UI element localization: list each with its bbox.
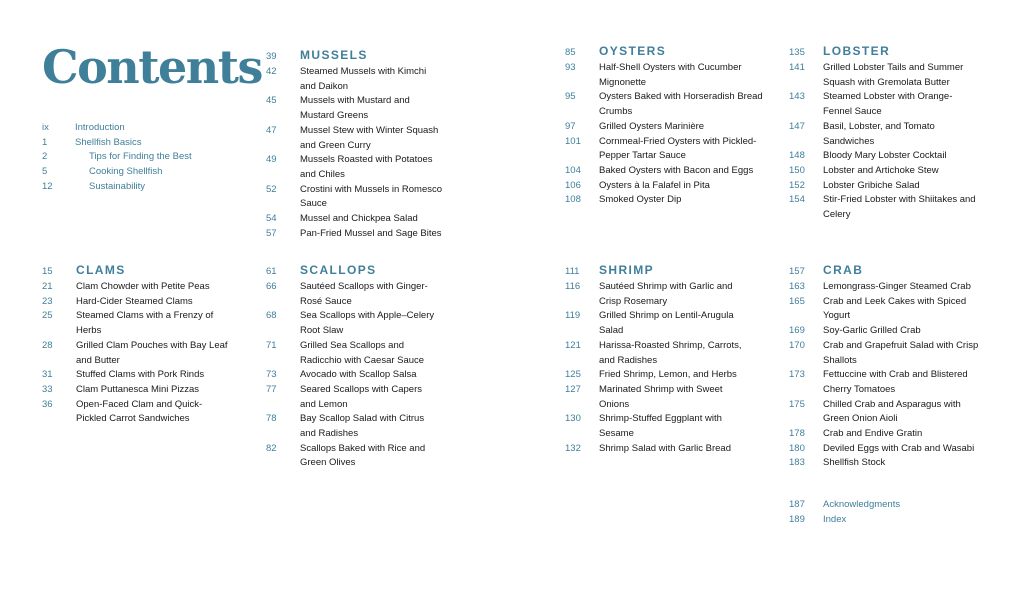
section-scallops — [266, 263, 466, 471]
page-number: 31 — [42, 369, 53, 381]
entry-title-block — [76, 295, 234, 310]
entry-title-block — [823, 456, 989, 471]
page-number: 127 — [565, 383, 581, 395]
toc-entry[interactable] — [565, 309, 765, 338]
entry-title-block — [76, 280, 234, 295]
entry-title: Half-Shell Oysters with Cucumber — [599, 62, 742, 73]
page-number: 47 — [266, 124, 277, 136]
page-number: 45 — [266, 95, 277, 107]
entry-title: Stuffed Clams with Pork Rinds — [76, 369, 205, 381]
entry-title-block — [300, 183, 466, 212]
entry-title-block — [599, 164, 765, 179]
entry-title-block — [300, 124, 466, 153]
page-number: 141 — [789, 62, 805, 73]
entry-title-block — [823, 324, 989, 339]
page-number: 154 — [789, 194, 805, 206]
entry-title-block — [599, 339, 765, 368]
page-number: 54 — [266, 213, 277, 225]
page-title: Contents — [42, 40, 262, 94]
entry-title-block — [823, 427, 989, 442]
entry-title: Lobster and Artichoke Stew — [823, 164, 939, 176]
entry-title: Clam Chowder with Petite Peas — [76, 281, 210, 292]
page-number: 25 — [42, 310, 53, 322]
toc-entry[interactable] — [266, 339, 466, 368]
page-number: 130 — [565, 413, 581, 425]
entry-title: Shellfish Stock — [823, 457, 886, 469]
entry-title-line2: and Radishes — [599, 354, 658, 366]
entry-title-block — [300, 383, 466, 412]
page-number: 12 — [42, 180, 53, 192]
page-number: 71 — [266, 339, 277, 351]
entry-title: Shrimp Salad with Garlic Bread — [599, 442, 731, 454]
toc-entry[interactable] — [42, 339, 234, 368]
toc-entry[interactable] — [266, 65, 466, 94]
toc-entry[interactable] — [789, 179, 989, 194]
entry-title: Mussels Roasted with Potatoes — [300, 154, 433, 166]
page-number: 148 — [789, 150, 805, 162]
entry-title-line2: Sandwiches — [823, 135, 875, 147]
entry-title-block — [76, 339, 234, 368]
section-title: LOBSTER — [823, 44, 891, 58]
toc-entry[interactable] — [42, 136, 232, 151]
entry-title: Fettuccine with Crab and Blistered — [823, 369, 968, 381]
toc-entry[interactable] — [565, 193, 765, 208]
entry-title: Chilled Crab and Asparagus with — [823, 398, 961, 410]
entry-title-line2: Yogurt — [823, 310, 851, 322]
page-number: 78 — [266, 413, 277, 425]
page-number: 150 — [789, 164, 805, 176]
entry-title-line2: and Butter — [76, 354, 120, 366]
entry-title: Crab and Leek Cakes with Spiced — [823, 295, 967, 307]
backmatter — [789, 498, 989, 527]
page-number: 66 — [266, 281, 277, 292]
entry-title: Steamed Mussels with Kimchi — [300, 66, 427, 77]
page-number: 121 — [565, 339, 581, 351]
entry-title-block — [300, 227, 466, 242]
section-page-number: 15 — [42, 266, 53, 277]
toc-entry[interactable] — [266, 442, 466, 471]
entry-title-line2: Fennel Sauce — [823, 106, 882, 118]
entry-title-block — [823, 295, 989, 324]
entry-title: Grilled Oysters Marinière — [599, 120, 705, 132]
page-number: 97 — [565, 120, 576, 132]
entry-title-block — [300, 368, 466, 383]
entry-title: Bay Scallop Salad with Citrus — [300, 413, 425, 425]
entry-title: Grilled Sea Scallops and — [300, 339, 405, 351]
entry-title-block — [76, 398, 234, 427]
section-shrimp — [565, 263, 765, 456]
toc-entry[interactable] — [42, 383, 234, 398]
entry-title-block — [599, 442, 765, 457]
entry-title-block — [823, 149, 989, 164]
entry-title: Sustainability — [89, 180, 145, 192]
toc-entry[interactable] — [565, 383, 765, 412]
toc-entry[interactable] — [266, 183, 466, 212]
toc-entry[interactable] — [789, 498, 989, 513]
entry-title-line2: Pickled Carrot Sandwiches — [76, 413, 190, 425]
toc-entry[interactable] — [266, 153, 466, 182]
page-number: 95 — [565, 91, 576, 103]
entry-title-line2: Salad — [599, 325, 624, 337]
entry-title: Introduction — [75, 122, 125, 133]
entry-title-line2: Squash with Gremolata Butter — [823, 76, 950, 88]
page-number: 132 — [565, 442, 581, 454]
entry-title: Mussel Stew with Winter Squash — [300, 124, 439, 136]
entry-title: Seared Scallops with Capers — [300, 383, 422, 395]
page-number: 106 — [565, 179, 581, 191]
toc-entry[interactable] — [565, 280, 765, 309]
entry-title: Baked Oysters with Bacon and Eggs — [599, 164, 754, 176]
entry-title-line2: Crumbs — [599, 106, 633, 118]
entry-title-block — [300, 339, 466, 368]
entry-title-block — [599, 120, 765, 135]
section-page-number: 157 — [789, 266, 805, 277]
toc-entry[interactable] — [789, 61, 989, 90]
entry-title: Sea Scallops with Apple–Celery — [300, 310, 435, 322]
entry-title: Bloody Mary Lobster Cocktail — [823, 150, 947, 162]
entry-title: Grilled Lobster Tails and Summer — [823, 62, 964, 73]
page-number: 169 — [789, 325, 805, 337]
entry-title: Open-Faced Clam and Quick- — [76, 398, 203, 410]
entry-title-block — [300, 94, 466, 123]
entry-title-line2: Celery — [823, 209, 851, 221]
section-heading[interactable] — [565, 44, 765, 60]
toc-entry[interactable] — [565, 120, 765, 135]
toc-entry[interactable] — [266, 280, 466, 309]
entry-title-block — [300, 153, 466, 182]
toc-entry[interactable] — [565, 61, 765, 90]
entry-title-block — [599, 135, 765, 164]
toc-entry[interactable] — [42, 121, 232, 136]
section-page-number: 135 — [789, 47, 805, 58]
page-number: 178 — [789, 428, 805, 440]
toc-entry[interactable] — [42, 368, 234, 383]
page-number: 180 — [789, 442, 805, 454]
page-number: 143 — [789, 91, 805, 103]
toc-entry[interactable] — [789, 427, 989, 442]
entry-title: Cooking Shellfish — [89, 166, 163, 178]
entry-title: Mussel and Chickpea Salad — [300, 213, 418, 225]
toc-entry[interactable] — [565, 412, 765, 441]
toc-entry[interactable] — [42, 309, 234, 338]
page-number: 152 — [789, 179, 805, 191]
entry-title: Stir-Fried Lobster with Shiitakes and — [823, 194, 976, 206]
entry-title: Scallops Baked with Rice and — [300, 442, 426, 454]
toc-entry[interactable] — [789, 339, 989, 368]
entry-title-block — [823, 339, 989, 368]
entry-title-block — [823, 164, 989, 179]
entry-title-block — [599, 193, 765, 208]
entry-title-line2: and Green Curry — [300, 139, 371, 151]
entry-title-block — [599, 412, 765, 441]
toc-entry[interactable] — [266, 94, 466, 123]
intro-toc — [42, 121, 232, 195]
page-number: 165 — [789, 295, 805, 307]
page-number: 77 — [266, 383, 277, 395]
entry-title-block — [300, 442, 466, 471]
entry-title-block — [823, 61, 989, 90]
entry-title: Mussels with Mustard and — [300, 95, 410, 107]
entry-title-line2: and Chiles — [300, 168, 345, 180]
toc-entry[interactable] — [42, 165, 232, 180]
section-title: CLAMS — [76, 263, 126, 277]
toc-entry[interactable] — [789, 398, 989, 427]
entry-title-block — [300, 309, 466, 338]
entry-title-line2: Root Slaw — [300, 325, 344, 337]
page-number: 119 — [565, 310, 581, 322]
page-number: 147 — [789, 120, 805, 132]
page-number: 163 — [789, 281, 805, 292]
entry-title: Crostini with Mussels in Romesco — [300, 183, 443, 195]
entry-title: Grilled Clam Pouches with Bay Leaf — [76, 339, 228, 351]
toc-entry[interactable] — [789, 193, 989, 222]
page-number: 73 — [266, 369, 277, 381]
page-number: 173 — [789, 369, 805, 381]
toc-entry[interactable] — [565, 442, 765, 457]
page-number: 189 — [789, 513, 805, 525]
entry-title: Oysters à la Falafel in Pita — [599, 179, 710, 191]
entry-title: Crab and Grapefruit Salad with Crisp — [823, 339, 979, 351]
section-clams — [42, 263, 234, 427]
page-number: 21 — [42, 281, 53, 292]
toc-entry[interactable] — [789, 90, 989, 119]
page-number: 125 — [565, 369, 581, 381]
entry-title-block — [76, 383, 234, 398]
entry-title: Basil, Lobster, and Tomato — [823, 120, 935, 132]
entry-title-block — [76, 368, 234, 383]
entry-title-block — [823, 179, 989, 194]
entry-title-block — [599, 309, 765, 338]
section-crab — [789, 263, 989, 471]
entry-title-line2: Crisp Rosemary — [599, 295, 668, 307]
toc-entry[interactable] — [789, 442, 989, 457]
page-number: 93 — [565, 62, 576, 73]
section-page-number: 111 — [565, 266, 580, 277]
toc-entry[interactable] — [789, 295, 989, 324]
entry-title: Shellfish Basics — [75, 136, 142, 148]
toc-entry[interactable] — [266, 412, 466, 441]
page-number: 33 — [42, 383, 53, 395]
toc-entry[interactable] — [789, 324, 989, 339]
entry-title: Tips for Finding the Best — [89, 151, 192, 163]
toc-entry[interactable] — [789, 120, 989, 149]
entry-title-line2: Radicchio with Caesar Sauce — [300, 354, 425, 366]
toc-entry[interactable] — [42, 280, 234, 295]
entry-title-block — [823, 90, 989, 119]
page-number: 5 — [42, 166, 48, 178]
page-number: 116 — [565, 281, 581, 292]
entry-title-line2: and Radishes — [300, 428, 359, 440]
entry-title-line2: and Lemon — [300, 398, 348, 410]
section-title: OYSTERS — [599, 44, 667, 58]
toc-entry[interactable] — [266, 124, 466, 153]
section-title: MUSSELS — [300, 48, 368, 62]
toc-entry[interactable] — [789, 513, 989, 528]
entry-title: Smoked Oyster Dip — [599, 194, 682, 206]
entry-title-block — [599, 90, 765, 119]
entry-title-line2: Sesame — [599, 428, 634, 440]
page-number: 1 — [42, 136, 48, 148]
toc-entry[interactable] — [565, 135, 765, 164]
entry-title-block — [599, 61, 765, 90]
page-number: ix — [42, 122, 49, 133]
entry-title: Marinated Shrimp with Sweet — [599, 383, 723, 395]
toc-entry[interactable] — [565, 339, 765, 368]
entry-title: Fried Shrimp, Lemon, and Herbs — [599, 369, 737, 381]
page-number: 175 — [789, 398, 805, 410]
toc-entry[interactable] — [789, 149, 989, 164]
entry-title: Lobster Gribiche Salad — [823, 179, 920, 191]
toc-entry[interactable] — [266, 212, 466, 227]
toc-entry[interactable] — [789, 368, 989, 397]
entry-title-line2: Pepper Tartar Sauce — [599, 150, 686, 162]
entry-title: Clam Puttanesca Mini Pizzas — [76, 383, 200, 395]
entry-title: Sautéed Shrimp with Garlic and — [599, 281, 733, 292]
toc-entry[interactable] — [789, 280, 989, 295]
page-number: 28 — [42, 339, 53, 351]
page-number: 183 — [789, 457, 805, 469]
toc-entry[interactable] — [565, 179, 765, 194]
entry-title-block — [599, 179, 765, 194]
entry-title-line2: Mignonette — [599, 76, 647, 88]
entry-title-line2: Mustard Greens — [300, 110, 369, 122]
entry-title: Steamed Clams with a Frenzy of — [76, 310, 214, 322]
section-oysters — [565, 44, 765, 208]
entry-title-block — [300, 212, 466, 227]
entry-title: Hard-Cider Steamed Clams — [76, 295, 193, 307]
entry-title-line2: Herbs — [76, 325, 102, 337]
page-number: 42 — [266, 66, 277, 77]
toc-entry[interactable] — [565, 164, 765, 179]
section-heading[interactable] — [266, 263, 466, 279]
entry-title: Sautéed Scallops with Ginger- — [300, 281, 428, 292]
entry-title-block — [76, 309, 234, 338]
entry-title-block — [823, 280, 989, 295]
toc-entry[interactable] — [266, 383, 466, 412]
section-title: CRAB — [823, 263, 864, 277]
entry-title-line2: Shallots — [823, 354, 857, 366]
entry-title-line2: and Daikon — [300, 80, 349, 92]
entry-title-block — [300, 412, 466, 441]
toc-entry[interactable] — [266, 227, 466, 242]
page-number: 49 — [266, 154, 277, 166]
toc-entry[interactable] — [565, 90, 765, 119]
section-heading[interactable] — [789, 263, 989, 279]
entry-title-line2: Cherry Tomatoes — [823, 383, 896, 395]
toc-entry[interactable] — [42, 398, 234, 427]
page-number: 2 — [42, 151, 48, 163]
entry-title-block — [300, 280, 466, 309]
entry-title: Oysters Baked with Horseradish Bread — [599, 91, 763, 103]
entry-title: Steamed Lobster with Orange- — [823, 91, 953, 103]
toc-entry[interactable] — [266, 368, 466, 383]
entry-title-block — [300, 65, 466, 94]
page-number: 57 — [266, 227, 277, 239]
entry-title-line2: Green Olives — [300, 457, 356, 469]
entry-title: Pan-Fried Mussel and Sage Bites — [300, 227, 442, 239]
page-number: 23 — [42, 295, 53, 307]
section-page-number: 39 — [266, 51, 277, 62]
entry-title: Acknowledgments — [823, 499, 901, 510]
toc-entry[interactable] — [789, 456, 989, 471]
toc-entry[interactable] — [42, 295, 234, 310]
section-heading[interactable] — [789, 44, 989, 60]
page-number: 68 — [266, 310, 277, 322]
toc-entry[interactable] — [266, 309, 466, 338]
entry-title: Deviled Eggs with Crab and Wasabi — [823, 442, 975, 454]
page-number: 101 — [565, 135, 581, 147]
page-number: 187 — [789, 499, 805, 510]
section-heading[interactable] — [266, 48, 466, 64]
entry-title: Grilled Shrimp on Lentil-Arugula — [599, 310, 734, 322]
entry-title-block — [823, 193, 989, 222]
page-number: 82 — [266, 442, 277, 454]
entry-title: Index — [823, 513, 847, 525]
entry-title: Cornmeal-Fried Oysters with Pickled- — [599, 135, 757, 147]
entry-title-line2: Sauce — [300, 198, 327, 210]
entry-title-block — [823, 442, 989, 457]
page-number: 108 — [565, 194, 581, 206]
entry-title-line2: Green Onion Aioli — [823, 413, 898, 425]
entry-title: Crab and Endive Gratin — [823, 428, 923, 440]
entry-title-line2: Rosé Sauce — [300, 295, 352, 307]
entry-title-line2: Onions — [599, 398, 630, 410]
toc-entry[interactable] — [42, 180, 232, 195]
entry-title-block — [599, 383, 765, 412]
entry-title-block — [823, 368, 989, 397]
entry-title-block — [599, 368, 765, 383]
entry-title-block — [599, 280, 765, 309]
page-number: 170 — [789, 339, 805, 351]
section-lobster — [789, 44, 989, 223]
section-title: SHRIMP — [599, 263, 655, 277]
page-number: 104 — [565, 164, 581, 176]
entry-title: Shrimp-Stuffed Eggplant with — [599, 413, 722, 425]
section-heading[interactable] — [565, 263, 765, 279]
page-number: 52 — [266, 183, 277, 195]
section-page-number: 61 — [266, 266, 277, 277]
page-number: 36 — [42, 398, 53, 410]
entry-title: Lemongrass-Ginger Steamed Crab — [823, 281, 971, 292]
entry-title: Avocado with Scallop Salsa — [300, 369, 417, 381]
entry-title-block — [823, 398, 989, 427]
section-page-number: 85 — [565, 47, 576, 58]
entry-title-block — [823, 120, 989, 149]
toc-entry[interactable] — [565, 368, 765, 383]
section-heading[interactable] — [42, 263, 234, 279]
section-title: SCALLOPS — [300, 263, 377, 277]
toc-entry[interactable] — [789, 164, 989, 179]
entry-title: Harissa-Roasted Shrimp, Carrots, — [599, 339, 742, 351]
section-mussels — [266, 48, 466, 241]
entry-title: Soy-Garlic Grilled Crab — [823, 325, 921, 337]
toc-entry[interactable] — [42, 150, 232, 165]
